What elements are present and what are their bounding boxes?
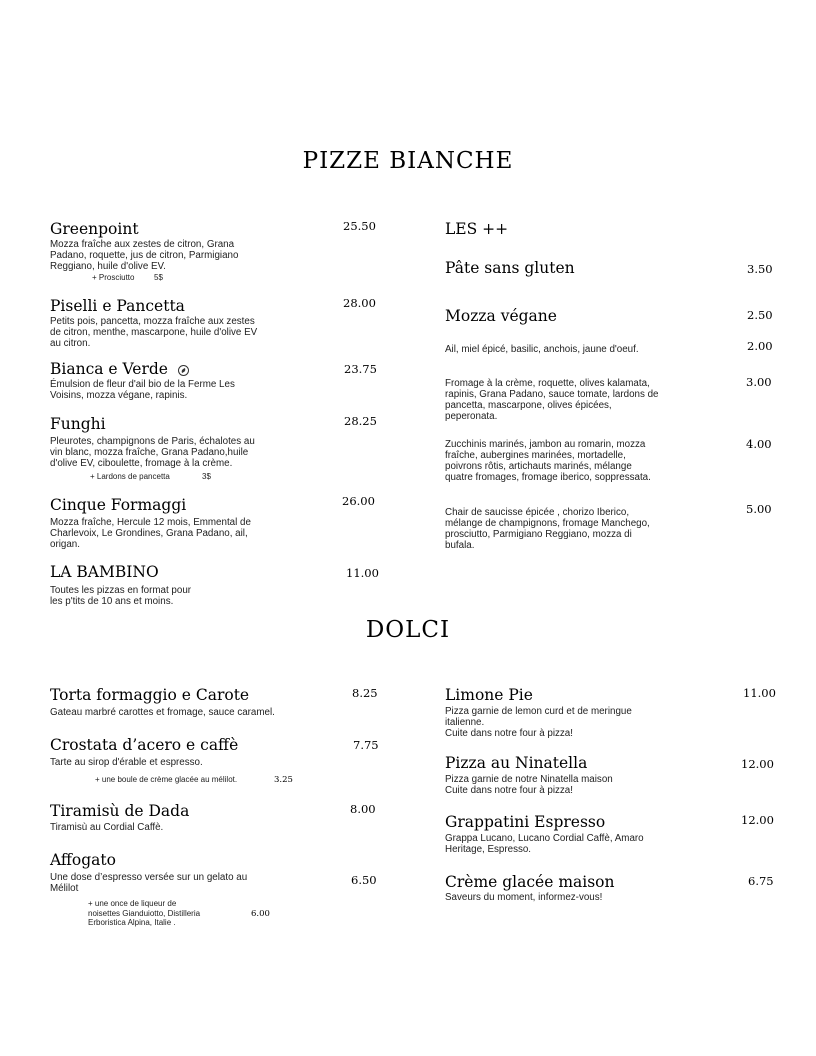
dessert-item-price: 7.75 <box>353 738 379 752</box>
dessert-item-description <box>50 757 203 768</box>
dessert-item-description <box>50 707 275 718</box>
menu-item-name: Greenpoint <box>50 220 139 238</box>
dessert-item-name: Limone Pie <box>445 686 533 704</box>
addon-price: 5$ <box>154 273 163 282</box>
dessert-item-price: 8.25 <box>352 686 378 700</box>
description-line: Saveurs du moment, informez-vous! <box>445 892 603 903</box>
extra-item-price: 3.50 <box>747 262 773 276</box>
description-line: les p'tits de 10 ans et moins. <box>50 596 174 607</box>
dessert-item-description <box>445 774 613 796</box>
menu-item-description <box>50 517 251 550</box>
menu-item-description <box>50 585 191 607</box>
description-line: Mozza fraîche, Hercule 12 mois, Emmental de <box>50 517 251 528</box>
menu-item-name: Cinque Formaggi <box>50 496 187 514</box>
addon-price: 3$ <box>202 472 211 481</box>
dessert-item-name: Pizza au Ninatella <box>445 754 588 772</box>
extra-group-description <box>445 344 639 355</box>
description-line: Reggiano, huile d'olive EV. <box>50 261 166 272</box>
description-line: Padano, roquette, jus de citron, Parmigiano <box>50 250 239 261</box>
description-line: Charlevoix, Le Grondines, Grana Padano, ail, <box>50 528 248 539</box>
dessert-item-description <box>445 833 644 855</box>
description-line: Petits pois, pancetta, mozza fraîche aux zestes <box>50 316 255 327</box>
addon-line: noisettes Gianduiotto, Distilleria <box>88 908 201 918</box>
addon-label: + Prosciutto <box>92 273 135 282</box>
extra-group-price: 3.00 <box>746 375 772 389</box>
menu-item-price: 23.75 <box>344 362 377 376</box>
dessert-item-name: Affogato <box>50 851 116 869</box>
description-line: Pleurotes, champignons de Paris, échalotes au <box>50 436 255 447</box>
section-title-dolci: DOLCI <box>365 617 451 643</box>
menu-item-description <box>50 379 235 401</box>
addon-label: + Lardons de pancetta <box>90 472 170 481</box>
description-line: peperonata. <box>445 411 498 422</box>
description-line: Cuite dans notre four à pizza! <box>445 728 573 739</box>
addon-line: + une once de liqueur de <box>88 899 177 908</box>
description-line: origan. <box>50 539 80 550</box>
description-line: Zucchinis marinés, jambon au romarin, mozza <box>445 439 646 450</box>
description-line: Mélilot <box>50 883 79 894</box>
menu-item-name: Bianca e Verde <box>50 360 168 378</box>
dessert-item-price: 6.50 <box>351 873 377 887</box>
extra-group-description <box>445 378 658 422</box>
description-line: prosciutto, Parmigiano Reggiano, mozza di <box>445 529 632 540</box>
addon-label: + une boule de crème glacée au mélilot. <box>95 775 238 784</box>
menu-item-description <box>50 316 257 349</box>
description-line: au citron. <box>50 338 91 349</box>
menu-item-price: 25.50 <box>343 219 376 233</box>
extra-group-price: 2.00 <box>747 339 773 353</box>
description-line: rapinis, Grana Padano, sauce tomate, lardons de <box>445 389 659 400</box>
dessert-item-price: 8.00 <box>350 802 376 816</box>
description-line: italienne. <box>445 717 485 728</box>
menu-item-description <box>50 239 238 272</box>
dessert-item-name: Torta formaggio e Carote <box>50 686 250 704</box>
addon-price: 3.25 <box>274 775 293 785</box>
dessert-item-description <box>50 822 163 833</box>
dessert-item-name: Crostata d’acero e caffè <box>50 736 239 754</box>
extra-group-price: 4.00 <box>746 437 772 451</box>
dessert-item-price: 12.00 <box>741 813 774 827</box>
extra-item-price: 2.50 <box>747 308 773 322</box>
dessert-item-price: 6.75 <box>748 874 774 888</box>
dessert-item-name: Tiramisù de Dada <box>50 802 190 820</box>
description-line: Ail, miel épicé, basilic, anchois, jaune d'oeuf. <box>445 344 639 355</box>
description-line: Heritage, Espresso. <box>445 844 532 855</box>
addon-line: Erboristica Alpina, Italie . <box>88 918 176 927</box>
description-line: vin blanc, mozza fraîche, Grana Padano,huile <box>50 447 249 458</box>
menu-item-price: 28.00 <box>343 296 376 310</box>
dessert-item-description <box>445 706 632 739</box>
description-line: poivrons rôtis, artichauts marinés, mélange <box>445 461 632 472</box>
description-line: bufala. <box>445 540 475 551</box>
description-line: d'olive EV, ciboulette, fromage à la crème. <box>50 458 233 469</box>
description-line: Gateau marbré carottes et fromage, sauce caramel. <box>50 707 275 718</box>
menu-item-description <box>50 436 255 469</box>
addon-label <box>88 899 200 928</box>
dessert-item-name: Grappatini Espresso <box>445 813 606 831</box>
extra-item-name: Mozza végane <box>445 307 557 325</box>
description-line: de citron, menthe, mascarpone, huile d'olive EV <box>50 327 258 338</box>
description-line: Tiramisù au Cordial Caffè. <box>50 822 164 833</box>
menu-item-price: 28.25 <box>344 414 377 428</box>
description-line: Toutes les pizzas en format pour <box>50 585 192 596</box>
menu-item-price: 26.00 <box>342 494 375 508</box>
description-line: mélange de champignons, fromage Manchego, <box>445 518 650 529</box>
description-line: quatre fromages, fromage iberico, soppressata. <box>445 472 651 483</box>
description-line: Grappa Lucano, Lucano Cordial Caffè, Amaro <box>445 833 644 844</box>
dessert-item-description <box>50 872 247 894</box>
menu-item-name: Funghi <box>50 415 106 433</box>
description-line: Pizza garnie de lemon curd et de meringue <box>445 706 632 717</box>
description-line: pancetta, mascarpone, olives épicées, <box>445 400 612 411</box>
description-line: Voisins, mozza végane, rapinis. <box>50 390 188 401</box>
description-line: Une dose d’espresso versée sur un gelato au <box>50 872 248 883</box>
description-line: fraîche, aubergines marinées, mortadelle, <box>445 450 626 461</box>
description-line: Chair de saucisse épicée , chorizo Iberico, <box>445 507 630 518</box>
section-title-pizze-bianche: PIZZE BIANCHE <box>302 148 514 174</box>
description-line: Pizza garnie de notre Ninatella maison <box>445 774 613 785</box>
menu-item-price: 11.00 <box>346 566 379 580</box>
description-line: Cuite dans notre four à pizza! <box>445 785 573 796</box>
dessert-item-price: 11.00 <box>743 686 776 700</box>
description-line: Émulsion de fleur d'ail bio de la Ferme Les <box>50 379 235 390</box>
extra-group-price: 5.00 <box>746 502 772 516</box>
menu-item-name: LA BAMBINO <box>50 563 159 581</box>
extra-group-description <box>445 439 651 483</box>
extras-title: LES ++ <box>445 220 509 238</box>
dessert-item-description <box>445 892 602 903</box>
extra-group-description <box>445 507 650 551</box>
vegan-leaf-icon <box>178 365 189 376</box>
description-line: Fromage à la crème, roquette, olives kalamata, <box>445 378 650 389</box>
extra-item-name: Pâte sans gluten <box>445 259 575 277</box>
dessert-item-name: Crème glacée maison <box>445 873 615 891</box>
description-line: Tarte au sirop d'érable et espresso. <box>50 757 203 768</box>
description-line: Mozza fraîche aux zestes de citron, Grana <box>50 239 235 250</box>
menu-item-name: Piselli e Pancetta <box>50 297 185 315</box>
dessert-item-price: 12.00 <box>741 757 774 771</box>
addon-price: 6.00 <box>251 909 270 919</box>
